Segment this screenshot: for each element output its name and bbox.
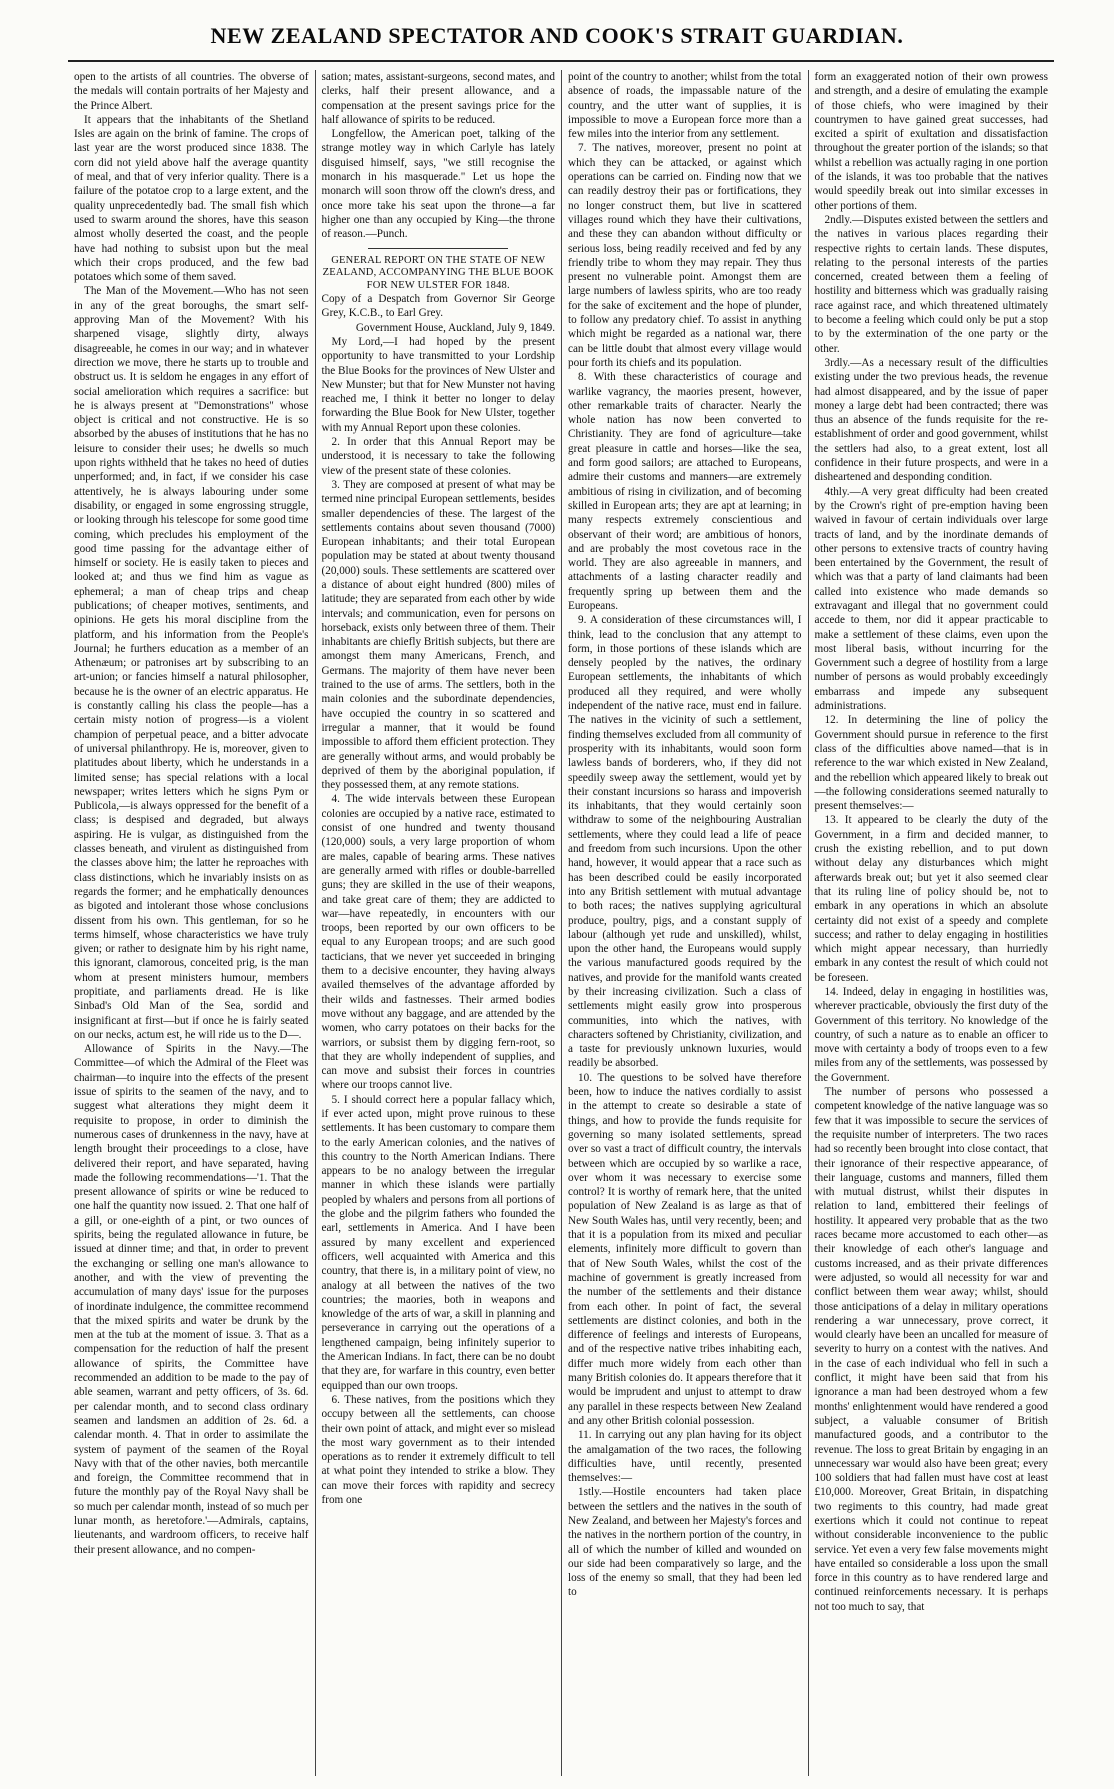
paragraph: The Man of the Movement.—Who has not seen in any of the great boroughs, the smart self-approving Man of the Movement? With his sharpened visage, slightly dirty, always disagreeable, he comes in our way; and in whatever direction we move, there he starts up to trouble and obstruct us. It is seldom he engages in any effort of social amelioration which requires a sacrifice: but he is always present at "Demonstrations" whose object is critical and not constructive. He is so absorbed by the abuses of institutions that he has no leisure to consider their uses; he dwells so much upon rights withheld that he takes no heed of duties unperformed; and, in fact, if we consider his case attentively, he is always labouring under some disability, or engaged in some engrossing struggle, or looking through his telescope for some good time coming, which precludes his employment of the good time passing for the advantage either of himself or society. He is easily taken to pieces and looked at; and thus we find him as vague as ephemeral; a man of cheap trips and cheap publications; of cheaper motives, sentiments, and opinions. He gets his moral discipline from the platform, and his information from the People's Journal; he furthers education as a member of an Athenæum; or patronises art by subscribing to an art-union; or fancies himself a natural philosopher, because he is the owner of an electric apparatus. He is constantly calling his class the people—has a certain misty notion of progress—is a violent champion of perpetual peace, and a bitter advocate of universal philanthropy. He is, moreover, given to platitudes about liberty, which he understands in a limited sense; has special relations with a local newspaper; writes letters which he signs Pym or Publicola,—is always oppressed for the benefit of a class; is despised and degraded, but always aspiring. He is vulgar, as distinguished from the classes beneath, and virulent as distinguished from the classes above him; the latter he reproaches with class distinctions, which he invariably insists on as regards the former; and he emphatically denounces as bigoted and intolerant those whose conclusions dissent from his own. This gentleman, for so he terms himself, whose characteristics we have truly given; or rather to designate him by his right name, this ignorant, clamorous, conceited prig, is the man whom at present ministers humour, members propitiate, and parliaments dread. He is like Sinbad's Old Man of the Sea, sordid and insignificant at first—but if once he is fairly seated on our necks, actum est, he will ride us to the D—.: [74, 285, 309, 1041]
paragraph: 1stly.—Hostile encounters had taken place between the settlers and the natives in the south of New Zealand, and between her Majesty's forces and the natives in the northern portion of the country, in all of which the number of killed and wounded on our side had been comparatively so large, and the loss of the enemy so small, that they had been led to: [568, 1486, 802, 1599]
paragraph: 4thly.—A very great difficulty had been created by the Crown's right of pre-emption having been waived in favour of certain individuals over large tracts of land, and by the inordinate demands of other persons to extensive tracts of country having been entertained by the Government, the result of which was that a party of land claimants had been called into existence who made demands so extravagant and illegal that no government could accede to them, nor did it appear practicable to make a settlement of these claims, even upon the most liberal basis, without incurring for the Government such a degree of hostility from a large number of persons as would probably exceedingly embarrass and impede any subsequent administrations.: [814, 485, 1048, 713]
paragraph: 3rdly.—As a necessary result of the difficulties existing under the two previous heads, the revenue had almost disappeared, and by the issue of paper money a large debt had been contracted; there was thus an absence of the funds requisite for the re-establishment of order and good government, whilst the settlers had also, to a great extent, lost all confidence in their future prospects, and were in a disheartened and desponding condition.: [814, 356, 1048, 484]
paragraph: 5. I should correct here a popular fallacy which, if ever acted upon, might prove ruinous to these settlements. It has been customary to compare them to the early American colonies, and the natives of this country to the North American Indians. There appears to be no analogy between the irregular manner in which these islands were partially peopled by whalers and persons from all portions of the globe and the pilgrim fathers who founded the earl, settlements in America. And I have been assured by many excellent and experienced officers, well acquainted with America and this country, that there is, in a military point of view, no analogy at all between the natives of the two countries; the maories, both in weapons and knowledge of the arts of war, a skill in planning and perseverance in carrying out the operations of a lengthened campaign, being infinitely superior to the American Indians. In fact, there can be no doubt that they are, for warfare in this country, even better equipped than our own troops.: [321, 1093, 555, 1392]
section-rule: [368, 248, 508, 249]
paragraph: 7. The natives, moreover, present no point at which they can be attacked, or against which operations can be carried on. Finding now that we can readily destroy their pas or fortifications, they no longer construct them, but live in scattered villages round which they have their cultivations, and these they can abandon without difficulty or serious loss, being readily received and fed by any friendly tribe to whom they may repair. They thus present no vulnerable point. Amongst them are large numbers of lawless spirits, who are too ready for the sake of excitement and the hope of plunder, to follow any predatory chief. To assist in anything which might be regarded as a national war, there can be little doubt that almost every village would pour forth its chiefs and its population.: [568, 142, 802, 369]
paragraph: Allowance of Spirits in the Navy.—The Committee—of which the Admiral of the Fleet was chairman—to inquire into the effects of the present issue of spirits to the seamen of the navy, and to suggest what alterations they might deem it requisite to propose, in order to diminish the numerous cases of drunkenness in the navy, have at length brought their proceedings to a close, have delivered their report, and have separated, having made the following recommendations—'1. That the present allowance of spirits or wine be reduced to one half the quantity now issued. 2. That one half of a gill, or one-eighth of a pint, or two ounces of spirits, being the regulated allowance in future, be issued at dinner time; and that, in order to prevent the exchanging or selling one man's allowance to another, and with the view of preventing the accumulation of many days' issue for the purposes of inordinate indulgence, the committee recommend that the mixed spirits and water be drunk by the men at the tub at the moment of issue. 3. That as a compensation for the reduction of half the present allowance of spirits, the Committee have recommended an addition to be made to the pay of able seamen, warrant and petty officers, of 3s. 6d. per calendar month, and to second class ordinary seamen and landsmen an addition of 2s. 6d. a calendar month. 4. That in order to assimilate the system of payment of the seamen of the Royal Navy with that of the other navies, both mercantile and foreign, the Committee recommend that in future the monthly pay of the Royal Navy shall be so much per calendar month, instead of so much per lunar month, as heretofore.'—Admirals, captains, lieutenants, and wardroom officers, to receive half their present allowance, and no compen-: [74, 1043, 309, 1556]
paragraph: Copy of a Despatch from Governor Sir George Grey, K.C.B., to Earl Grey.: [321, 293, 555, 320]
paragraph: 6. These natives, from the positions which they occupy between all the settlements, can choose their own point of attack, and might ever so mislead the most wary government as to their intended operations as to render it extremely difficult to tell at what point they intended to strike a blow. They can move their forces with rapidity and secrecy from one: [321, 1393, 555, 1506]
column-4: [808, 70, 1055, 1776]
column-1: [68, 70, 315, 1776]
masthead: [0, 14, 1114, 58]
paragraph: It appears that the inhabitants of the Shetland Isles are again on the brink of famine. The crops of last year are the worst produced since 1838. The corn did not yield above half the average quantity of meal, and that of very inferior quality. There is a failure of the potatoe crop to a large extent, and the quality unprecedentedly bad. The small fish which used to swarm around the shores, have this season almost wholly deserted the coast, and the people have had nothing to subsist upon but the meal which their crops produced, and the few bad potatoes which some of them saved.: [74, 113, 309, 284]
paragraph: 10. The questions to be solved have therefore been, how to induce the natives cordially to assist in the attempt to create so desirable a state of things, and how to provide the funds requisite for governing so many isolated settlements, spread over so vast a tract of difficult country, the intervals between which are occupied by so warlike a race, over whom it was necessary to exercise some control? It is worthy of remark here, that the united population of New Zealand is as large as that of New South Wales has, until very recently, been; and that it is a population from its mixed and peculiar elements, infinitely more difficult to govern than that of New South Wales, whilst the cost of the machine of government is greatly increased from the number of the settlements and their distance from each other. In point of fact, the several settlements are distinct colonies, and both in the difference of feelings and interests of Europeans, and of the respective native tribes inhabiting each, differ much more widely from each other than many British colonies do. It appears therefore that it would be imprudent and unjust to attempt to draw any parallel in these respects between New Zealand and any other British colonial possession.: [568, 1071, 802, 1427]
column-3: [561, 70, 808, 1776]
paragraph: 3. They are composed at present of what may be termed nine principal European settlements, besides smaller dependencies of these. The largest of the settlements contains about seven thousand (7000) European inhabitants; and their total European population may be stated at about twenty thousand (20,000) souls. These settlements are scattered over a distance of about eight hundred (800) miles of latitude; they are separated from each other by wide intervals; and communication, even for persons on horseback, exists only between three of them. Their inhabitants are chiefly British subjects, but there are amongst them many Americans, French, and Germans. The majority of them have never been trained to the use of arms. The settlers, both in the main colonies and the subordinate dependencies, have occupied the country in so scattered and irregular a manner, that it would be found impossible to afford them efficient protection. They are generally without arms, and would probably be deprived of them by the aboriginal population, if they possessed them, at any remote stations.: [321, 478, 555, 792]
paragraph: 11. In carrying out any plan having for its object the amalgamation of the two races, the following difficulties have, until recently, presented themselves:—: [568, 1429, 802, 1485]
paragraph: 12. In determining the line of policy the Government should pursue in reference to the first class of the difficulties above named—that is in reference to the war which existed in New Zealand, and the rebellion which appeared likely to break out—the following considerations seemed naturally to present themselves:—: [814, 714, 1048, 813]
masthead-title: NEW ZEALAND SPECTATOR AND COOK'S STRAIT GUARDIAN.: [210, 23, 904, 48]
column-2: [315, 70, 562, 1776]
paragraph: 13. It appeared to be clearly the duty of the Government, in a firm and decided manner, to crush the existing rebellion, and to put down without delay any disturbances which might afterwards break out; but yet it also seemed clear that its ruling line of policy should be, not to embark in any operations in which an absolute certainty did not exist of a speedy and complete success; and rather to delay engaging in hostilities which might appear necessary, than hurriedly embark in any contest the result of which could not be foreseen.: [814, 814, 1048, 984]
section-heading: GENERAL REPORT ON THE STATE OF NEW ZEALAND, ACCOMPANYING THE BLUE BOOK FOR NEW ULSTER FOR 1848.: [322, 254, 554, 291]
article-columns: [68, 70, 1054, 1776]
paragraph: 2ndly.—Disputes existed between the settlers and the natives in various places regarding their respective rights to certain lands. These disputes, relating to the personal interests of the parties concerned, created between them a feeling of hostility and bitterness which was gradually raising race against race, and which threatened ultimately to become a feeling which could only be put a stop to by the extermination of the one party or the other.: [814, 213, 1048, 355]
paragraph: open to the artists of all countries. The obverse of the medals will contain portraits of her Majesty and the Prince Albert.: [74, 71, 309, 112]
masthead-rule: [68, 60, 1054, 62]
dateline: Government House, Auckland, July 9, 1849.: [355, 321, 555, 334]
paragraph: 2. In order that this Annual Report may be understood, it is necessary to take the following view of the present state of these colonies.: [321, 436, 555, 477]
paragraph: 9. A consideration of these circumstances will, I think, lead to the conclusion that any attempt to form, in those portions of these islands which are densely peopled by the natives, the ordinary European settlements, the inhabitants of which produced all they required, and were wholly independent of the native race, must end in failure. The natives in the vicinity of such a settlement, finding themselves excluded from all community of prosperity with its inhabitants, would soon form lawless bands of borderers, who, if they did not speedily sweep away the settlement, would yet by their constant incursions so harass and impoverish its inhabitants, that they would certainly soon withdraw to some of the neighbouring Australian settlements, where they could lead a life of peace and freedom from such incursions. Upon the other hand, however, it would appear that a race such as has been described could be easily incorporated into any British settlement with mutual advantage to both races; the natives supplying agricultural produce, poultry, pigs, and a constant supply of labour (although yet rude and unskilled), whilst, upon the other hand, the Europeans would supply the various manufactured goods required by the natives, and provide for the manifold wants created by their increasing civilization. Such a class of settlements might easily grow into prosperous communities, into which the natives, with characters softened by Christianity, civilization, and a taste for previously unknown luxuries, would readily be absorbed.: [568, 614, 802, 1070]
paragraph: point of the country to another; whilst from the total absence of roads, the impassable nature of the country, and the utter want of supplies, it is impossible to move a European force more than a few miles into the interior from any settlement.: [568, 71, 802, 141]
paragraph: sation; mates, assistant-surgeons, second mates, and clerks, half their present allowance, and a compensation at the present savings price for the half allowance of spirits to be reduced.: [321, 71, 555, 126]
paragraph: My Lord,—I had hoped by the present opportunity to have transmitted to your Lordship the Blue Books for the provinces of New Ulster and New Munster; but that for New Munster not having reached me, I think it better no longer to delay forwarding the Blue Book for New Ulster, together with my Annual Report upon these colonies.: [321, 335, 555, 434]
paragraph: Longfellow, the American poet, talking of the strange motley way in which Carlyle has lately disguised himself, says, "we still recognise the monarch in his masquerade." Let us hope the monarch will soon throw off the clown's dress, and once more take his seat upon the throne—a far higher one than any occupied by King—the throne of reason.—Punch.: [321, 128, 555, 241]
paragraph: The number of persons who possessed a competent knowledge of the native language was so few that it was impossible to secure the services of the requisite number of interpreters. The two races had so recently been brought into close contact, that their ignorance of their respective appearance, of their language, customs and manners, filled them with mutual distrust, whilst their disputes in relation to land, embittered their feelings of hostility. It appeared very probable that as the two races became more accustomed to each other—as their knowledge of each other's language and customs increased, and as their private differences were adjusted, so would all necessity for war and conflict between them wear away; whilst, should those anticipations of a delay in military operations rendering a war unnecessary, prove correct, it would clearly have been an uncalled for measure of severity to hurry on a contest with the natives. And in the case of each individual who fell in such a conflict, it might have been said that from his ignorance a man had been destroyed whom a few months' enlightenment would have rendered a good subject, a valuable consumer of British manufactured goods, and a contributor to the revenue. The loss to great Britain by engaging in an unnecessary war would also have been great; every 100 soldiers that had fallen must have cost at least £10,000. Moreover, Great Britain, in dispatching two regiments to this country, had made great exertions which it could not continue to repeat without considerable inconvenience to the public service. Yet even a very few false movements might have entailed so considerable a loss upon the small force in this country as to have rendered large and continued reinforcements necessary. It is perhaps not too much to say, that: [814, 1086, 1048, 1613]
paragraph: 8. With these characteristics of courage and warlike vagrancy, the maories present, however, other remarkable traits of character. Nearly the whole nation has now been converted to Christianity. They are fond of agriculture—take great pleasure in cattle and horses—like the sea, and form good sailors; are attached to Europeans, admire their customs and manners—are extremely ambitious of rising in civilization, and of becoming skilled in European arts; they are apt at learning; in many respects extremely conscientious and observant of their word; are ambitious of honors, and are probably the most covetous race in the world. They are also agreeable in manners, and attachments of a lasting character readily and frequently spring up between them and the Europeans.: [568, 371, 802, 612]
paragraph: 14. Indeed, delay in engaging in hostilities was, wherever practicable, obviously the first duty of the Government of this territory. No knowledge of the country, of such a nature as to enable an officer to move with certainty a body of troops even to a few miles from any of the settlements, was possessed by the Government.: [814, 986, 1048, 1084]
paragraph: 4. The wide intervals between these European colonies are occupied by a native race, estimated to consist of one hundred and twenty thousand (120,000) souls, a very large proportion of whom are males, capable of bearing arms. These natives are generally armed with rifles or double-barrelled guns; they are skilled in the use of their weapons, and take great care of them; they are addicted to war—have repeatedly, in encounters with our troops, been reported by our own officers to be equal to any European troops; and are such good tacticians, that we never yet succeeded in bringing them to a decisive encounter, they having always availed themselves of the advantage afforded by their wilds and fastnesses. Their armed bodies move without any baggage, and are attended by the women, who carry potatoes on their backs for the warriors, or subsist them by digging fern-root, so that they are wholly independent of supplies, and can move and subsist their forces in countries where our troops cannot live.: [321, 793, 555, 1092]
paragraph: form an exaggerated notion of their own prowess and strength, and a desire of emulating the example of those chiefs, who were imagined by their countrymen to have gained great successes, had excited a spirit of exultation and dissatisfaction throughout the greater portion of the islands; so that whilst a rebellion was actually raging in one portion of the islands, it was too probable that the natives would speedily break out into similar excesses in other portions of them.: [814, 71, 1048, 212]
